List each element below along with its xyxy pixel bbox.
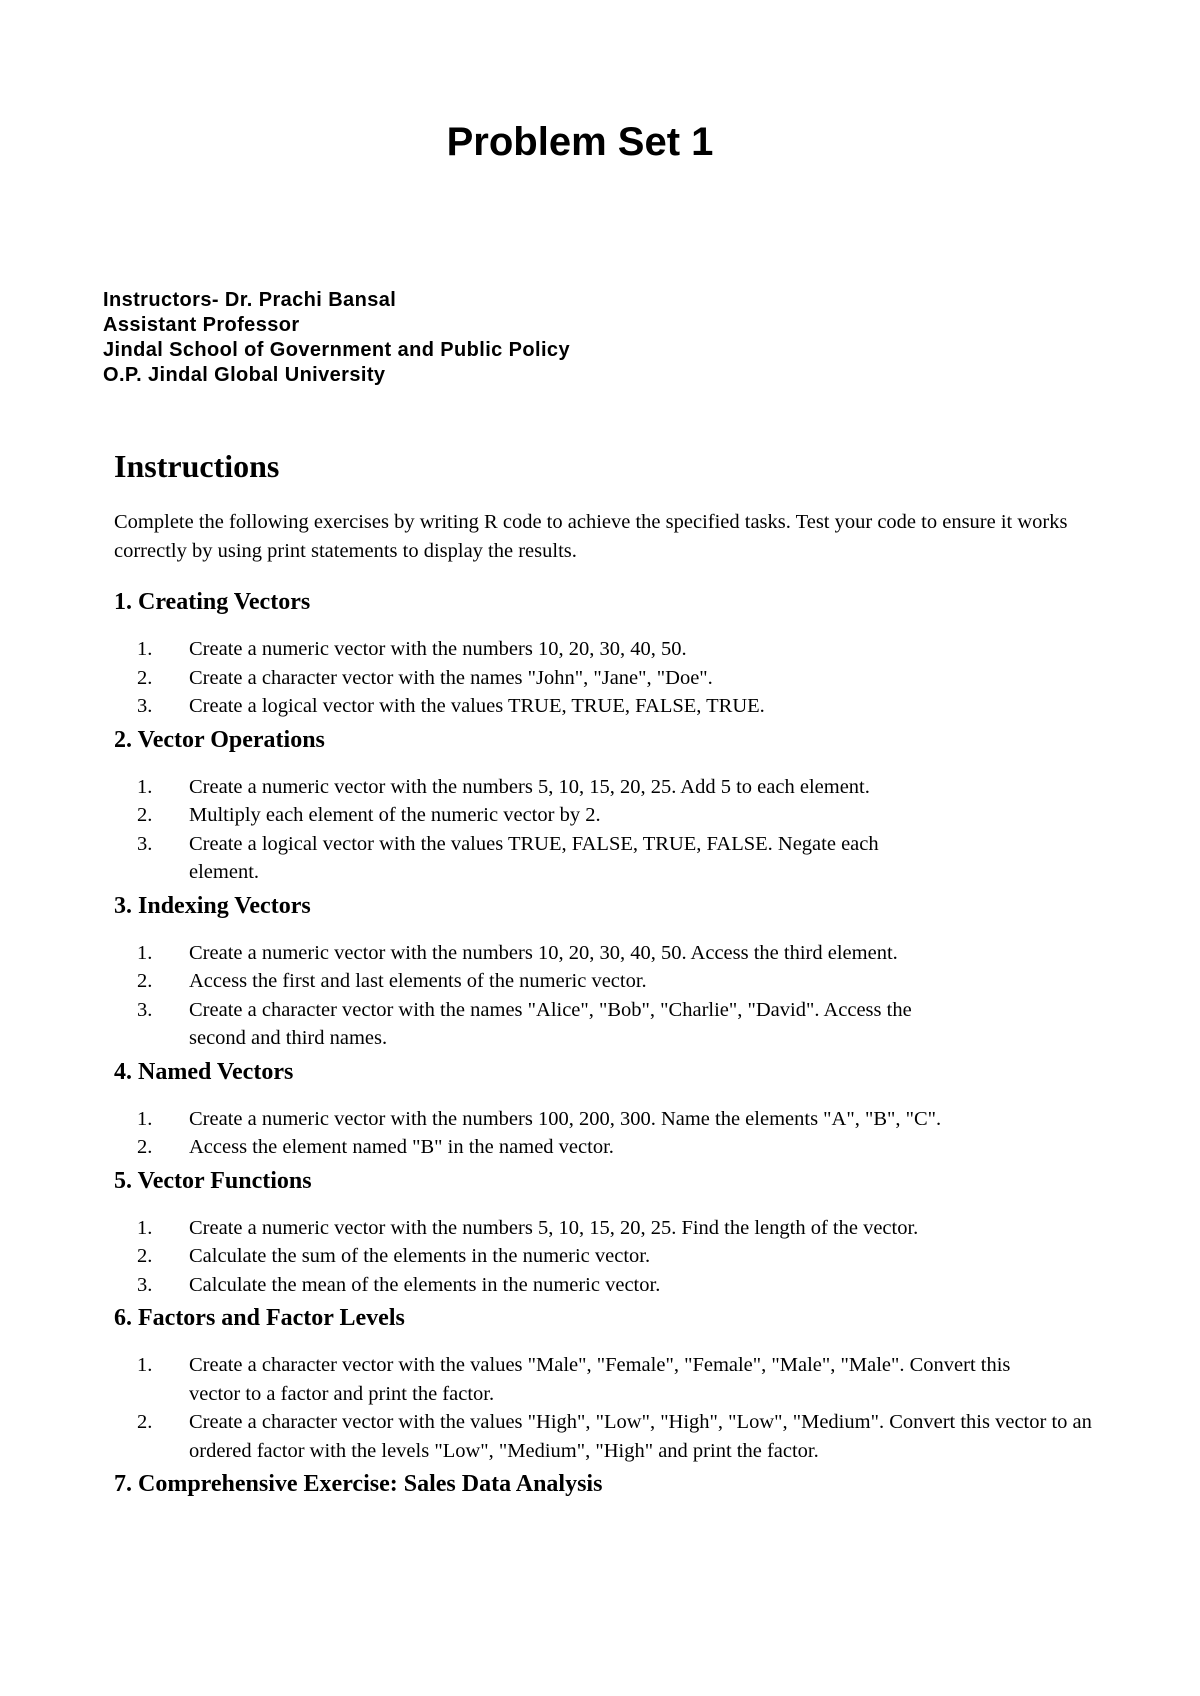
list-number: 2.	[137, 1245, 153, 1267]
list-number: 3.	[137, 1273, 153, 1296]
list-number: 1.	[137, 1107, 153, 1130]
list-item-text: Create a numeric vector with the numbers 5, 10, 15, 20, 25. Add 5 to each element.	[189, 775, 870, 798]
exercise-list	[114, 1214, 1114, 1300]
list-item	[114, 773, 1114, 802]
list-number: 3.	[137, 832, 153, 855]
list-item-text: Create a logical vector with the values TRUE, FALSE, TRUE, FALSE. Negate each element.	[189, 832, 879, 883]
list-item-text: Calculate the mean of the elements in the numeric vector.	[189, 1273, 661, 1296]
list-item	[114, 1351, 1114, 1408]
section-heading: 2. Vector Operations	[114, 726, 325, 753]
list-item-text: Create a numeric vector with the numbers 10, 20, 30, 40, 50.	[189, 638, 687, 660]
list-item	[114, 1271, 1114, 1300]
list-number: 1.	[137, 941, 153, 964]
instructor-line: O.P. Jindal Global University	[103, 364, 386, 386]
section-heading: 6. Factors and Factor Levels	[114, 1305, 405, 1331]
instructor-line: Jindal School of Government and Public Policy	[103, 339, 570, 361]
section-heading: 1. Creating Vectors	[114, 589, 311, 615]
section	[114, 1166, 1114, 1300]
instructor-line: Instructors- Dr. Prachi Bansal	[103, 289, 397, 311]
exercise-list	[114, 1105, 1114, 1162]
list-item-text: Create a character vector with the names "Alice", "Bob", "Charlie", "David". Access the second and third names.	[189, 998, 912, 1049]
section	[114, 1303, 1114, 1465]
list-item-text: Create a logical vector with the values TRUE, TRUE, FALSE, TRUE.	[189, 695, 765, 717]
document-body	[114, 446, 1114, 1517]
list-item-text: Multiply each element of the numeric vector by 2.	[189, 804, 601, 826]
exercise-list	[114, 939, 1114, 1053]
list-number: 2.	[137, 1411, 153, 1433]
list-item-text: Create a numeric vector with the numbers 10, 20, 30, 40, 50. Access the third element.	[189, 941, 898, 964]
list-item	[114, 692, 1114, 721]
intro-paragraph: Complete the following exercises by writing R code to achieve the specified tasks. Test your code to ensure it works correctly by using print statements to display the results.	[114, 511, 1068, 562]
section	[114, 725, 1114, 887]
list-item-text: Calculate the sum of the elements in the numeric vector.	[189, 1245, 651, 1267]
exercise-list	[114, 1351, 1114, 1465]
list-number: 2.	[137, 804, 153, 826]
list-number: 1.	[137, 775, 153, 798]
list-item	[114, 967, 1114, 996]
list-item-text: Access the element named "B" in the named vector.	[189, 1136, 614, 1158]
section	[114, 1469, 1114, 1499]
exercise-list	[114, 773, 1114, 887]
list-item-text: Create a character vector with the names "John", "Jane", "Doe".	[189, 666, 713, 689]
instructor-block	[103, 288, 570, 388]
instructor-line: Assistant Professor	[103, 314, 300, 336]
section	[114, 1057, 1114, 1162]
list-number: 1.	[137, 1216, 153, 1239]
section-heading: 4. Named Vectors	[114, 1058, 294, 1085]
list-item	[114, 830, 1114, 887]
list-number: 2.	[137, 1136, 153, 1158]
page-title: Problem Set 1	[446, 120, 714, 164]
exercise-list	[114, 635, 1114, 721]
section	[114, 891, 1114, 1053]
list-number: 3.	[137, 998, 153, 1021]
section-heading: 7. Comprehensive Exercise: Sales Data Analysis	[114, 1471, 603, 1497]
list-item-text: Create a character vector with the values "Male", "Female", "Female", "Male", "Male". Convert this vector to a factor and print the factor.	[189, 1354, 1011, 1405]
list-item-text: Create a numeric vector with the numbers 100, 200, 300. Name the elements "A", "B", "C".	[189, 1107, 942, 1130]
list-item	[114, 1214, 1114, 1243]
list-item	[114, 664, 1114, 693]
list-item	[114, 1105, 1114, 1134]
list-item	[114, 939, 1114, 968]
list-number: 2.	[137, 666, 153, 689]
list-item	[114, 1408, 1114, 1465]
section-heading: 5. Vector Functions	[114, 1167, 312, 1194]
list-number: 1.	[137, 1354, 153, 1376]
list-number: 2.	[137, 970, 153, 992]
list-number: 3.	[137, 695, 153, 717]
section	[114, 587, 1114, 721]
list-item-text: Access the first and last elements of the numeric vector.	[189, 970, 647, 992]
list-item	[114, 1133, 1114, 1162]
list-number: 1.	[137, 638, 153, 660]
section-heading: 3. Indexing Vectors	[114, 892, 311, 919]
list-item-text: Create a numeric vector with the numbers 5, 10, 15, 20, 25. Find the length of the vector.	[189, 1216, 919, 1239]
list-item	[114, 801, 1114, 830]
list-item	[114, 996, 1114, 1053]
list-item-text: Create a character vector with the values "High", "Low", "High", "Low", "Medium". Convert this vector to an ordered factor with the levels "Low", "Medium", "High" and print the factor.	[189, 1411, 1092, 1462]
instructions-heading: Instructions	[114, 448, 280, 484]
list-item	[114, 635, 1114, 664]
list-item	[114, 1242, 1114, 1271]
